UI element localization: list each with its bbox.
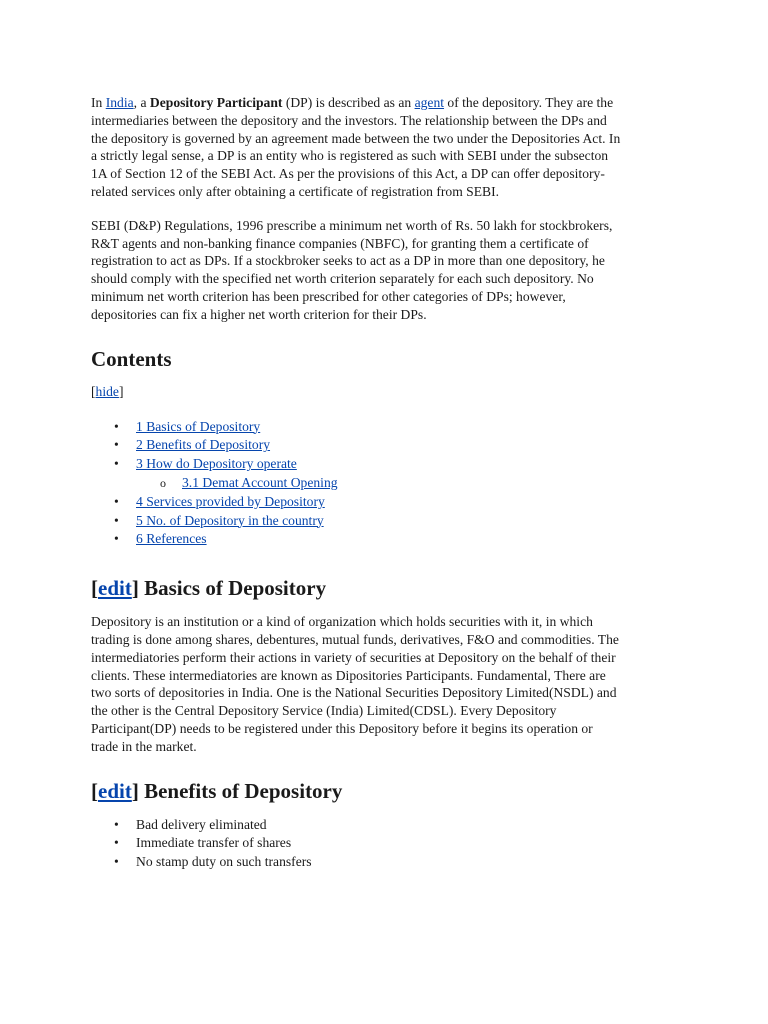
section-heading-basics xyxy=(91,575,688,601)
basics-line-6: the other is the Central Depository Service (India) Limited(CDSL). Every Depository xyxy=(91,703,557,719)
toc-link-services[interactable]: 4 Services provided by Depository xyxy=(136,493,325,509)
bracket: [ xyxy=(91,778,98,803)
section-heading-benefits xyxy=(91,778,688,804)
toc-item xyxy=(136,512,688,531)
toc-link-demat[interactable]: 3.1 Demat Account Opening xyxy=(182,474,338,490)
list-item: • Immediate transfer of shares xyxy=(136,834,688,853)
intro-paragraph-2 xyxy=(91,217,688,324)
toc-item xyxy=(136,418,688,437)
bracket: [ xyxy=(91,383,96,399)
table-of-contents xyxy=(91,418,688,550)
intro-p2-line-2: R&T agents and non-banking finance companies (NBFC), for granting them a certificate of xyxy=(91,235,589,251)
intro-p2-line-4: should comply with the specified net worth criterion separately for each such depository. No xyxy=(91,271,594,287)
bracket: ] xyxy=(131,576,139,601)
contents-heading: Contents xyxy=(91,346,172,371)
intro-p1-line-3: the depository is governed by an agreement made between the two under the Depositories Act. In xyxy=(91,130,621,146)
basics-paragraph xyxy=(91,613,688,755)
intro-p1-line-2: intermediaries between the depository and the investors. The relationship between the DPs and xyxy=(91,112,607,128)
toc-link-benefits[interactable]: 2 Benefits of Depository xyxy=(136,437,271,453)
basics-line-3: intermediatories perform their actions in variety of securities at Depository on the behalf of their xyxy=(91,649,616,665)
toc-link-number[interactable]: 5 No. of Depository in the country xyxy=(136,512,324,528)
toc-link-references[interactable]: 6 References xyxy=(136,531,207,547)
bracket: ] xyxy=(118,383,124,399)
bold-term: Depository Participant xyxy=(149,95,283,110)
text: (DP) is described as an xyxy=(282,95,415,110)
benefits-list xyxy=(91,816,688,872)
section-title: Benefits of Depository xyxy=(138,778,343,803)
intro-p1-line-5: 1A of Section 12 of the SEBI Act. As per the provisions of this Act, a DP can offer depository- xyxy=(91,166,605,182)
basics-line-8: trade in the market. xyxy=(91,738,197,754)
intro-p1-line-4: a strictly legal sense, a DP is an entity who is registered as such with SEBI under the subsecton xyxy=(91,148,609,164)
intro-p2-line-5: minimum net worth criterion has been prescribed for other categories of DPs; however, xyxy=(91,288,566,304)
intro-p1-line-6: related services only after obtaining a certificate of registration from SEBI. xyxy=(91,183,500,199)
toc-link-basics[interactable]: 1 Basics of Depository xyxy=(136,418,261,434)
toc-item xyxy=(136,530,688,549)
toc-subitem xyxy=(136,474,688,493)
basics-line-4: clients. These intermediatories are known as Dipositories Participants. Fundamental, There are xyxy=(91,667,606,683)
edit-link-basics[interactable]: edit xyxy=(98,576,132,601)
intro-p2-line-6: depositories can fix a higher net worth criterion for their DPs. xyxy=(91,306,427,322)
link-agent[interactable]: agent xyxy=(414,95,445,110)
text: , a xyxy=(133,95,150,110)
basics-line-2: trading is done among shares, debentures, mutual funds, derivatives, F&O and commodities. The xyxy=(91,631,619,647)
section-title: Basics of Depository xyxy=(138,576,327,601)
list-item: • Bad delivery eliminated xyxy=(136,816,688,835)
bracket: [ xyxy=(91,576,98,601)
edit-link-benefits[interactable]: edit xyxy=(98,778,132,803)
toc-item xyxy=(136,455,688,474)
basics-line-7: Participant(DP) needs to be registered under this Depository before it begins its operation or xyxy=(91,720,593,736)
basics-line-5: two sorts of depositories in India. One is the National Securities Depository Limited(NSDL) and xyxy=(91,685,617,701)
toc-link-operate[interactable]: 3 How do Depository operate xyxy=(136,456,297,472)
list-item: • No stamp duty on such transfers xyxy=(136,853,688,872)
text: of the depository. They are the xyxy=(444,95,614,110)
intro-p2-line-1: SEBI (D&P) Regulations, 1996 prescribe a minimum net worth of Rs. 50 lakh for stockbrokers, xyxy=(91,217,613,233)
toc-item xyxy=(136,436,688,455)
toc-hide-toggle xyxy=(91,384,688,400)
intro-p2-line-3: registration to act as DPs. If a stockbroker seeks to act as a DP in more than one depository, he xyxy=(91,253,605,269)
text: In xyxy=(91,95,106,110)
intro-p1-line-1 xyxy=(91,94,688,112)
link-india[interactable]: India xyxy=(105,95,134,110)
basics-line-1: Depository is an institution or a kind of organization which holds securities with it, in which xyxy=(91,614,593,630)
bracket: ] xyxy=(131,778,139,803)
toc-item xyxy=(136,493,688,512)
hide-link[interactable]: hide xyxy=(95,383,119,399)
intro-paragraph-1 xyxy=(91,94,688,201)
